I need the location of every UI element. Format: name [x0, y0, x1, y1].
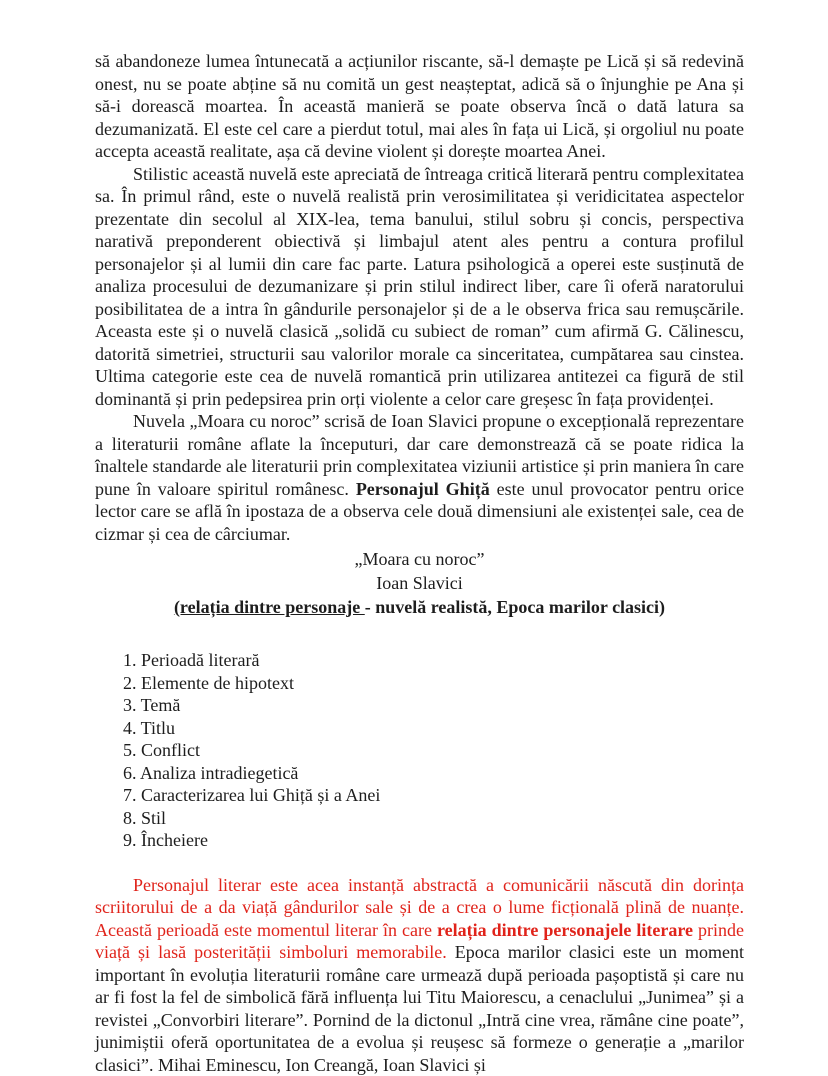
outline-item: 9. Încheiere	[123, 829, 744, 852]
author-name: Ioan Slavici	[95, 571, 744, 595]
outline-item: 5. Conflict	[123, 739, 744, 762]
paragraph-continuation-lica: să abandoneze lumea întunecată a acțiunilor riscante, să-l demaște pe Lică și să redevină onest, nu se poate abține să nu comită un gest neașteptat, adică să o înjunghie pe Ana și să-i dorească moartea. În această manieră se poate observa încă o dată latura sa dezumanizată. El este cel care a pierdut totul, mai ales în fața ui Lică, și orgoliul nu poate accepta această realitate, așa că devine violent și dorește moartea Anei.	[95, 50, 744, 163]
outline-item: 4. Titlu	[123, 717, 744, 740]
work-title: „Moara cu noroc”	[95, 547, 744, 571]
paragraph-nuvela-text-before: Nuvela „Moara cu noroc” scrisă de Ioan Slavici propune o excepțională reprezentare a literaturii române aflate la începuturi, dar care demonstrează că se poate ridica la înaltele standarde ale literaturii prin complexitatea viziunii artistice și prin maniera în care pune în valoare spiritul românesc.	[95, 411, 744, 499]
outline-item: 8. Stil	[123, 807, 744, 830]
outline-item: 7. Caracterizarea lui Ghiță și a Anei	[123, 784, 744, 807]
subject-underlined: (relația dintre personaje	[174, 597, 365, 617]
paragraph-personajul-literar	[95, 874, 744, 1076]
red-text-after: prinde viață și lasă posterității simboluri memorabile.	[95, 920, 744, 963]
paragraph-nuvela-text-after: este unul provocator pentru orice lector care se află în ipostaza de a observa cele două dimensiuni ale existenței sale, cea de cizmar și cea de cârciumar.	[95, 479, 744, 544]
black-text-epoca: Epoca marilor clasici este un moment important în evoluția literaturii române care urmează după perioada pașoptistă și care nu ar fi fost la fel de simbolică fără influența lui Titu Maiorescu, a cenaclului „Junimea” și a revistei „Convorbiri literare”. Pornind de la dictonul „Intră cine vrea, rămâne cine poate”, junimiștii oferă oportunitatea de a evolua și reușesc să formeze o generație a „marilor clasici”. Mihai Eminescu, Ion Creangă, Ioan Slavici și	[95, 942, 744, 1075]
red-text-before: Personajul literar este acea instanță abstractă a comunicării născută din dorința scriitorului de a da viață gândurilor sale și de a crea o lume ficțională plină de nuanțe. Această perioadă este momentul literar în care	[95, 875, 744, 940]
outline-item: 1. Perioadă literară	[123, 649, 744, 672]
outline-item: 6. Analiza intradiegetică	[123, 762, 744, 785]
paragraph-stilistic: Stilistic această nuvelă este apreciată de întreaga critică literară pentru complexitatea sa. În primul rând, este o nuvelă realistă prin verosimilitatea și veridicitatea aspectelor prezentate din secolul al XIX-lea, tema banului, stilul sobru și concis, perspectiva narativă preponderent obiectivă și limbajul atent ales pentru a contura profilul personajelor și al lumii din care fac parte. Latura psihologică a operei este susținută de analiza procesului de dezumanizare și prin stilul indirect liber, care îi oferă naratorului posibilitatea de a intra în gândurile personajelor și de a le observa frica sau remușcările. Aceasta este și o nuvelă clasică „solidă cu subiect de roman” cum afirmă G. Călinescu, datorită simetriei, structurii sau valorilor morale ca sinceritatea, cumpătarea sau cinstea. Ultima categorie este cea de nuvelă romantică prin utilizarea antitezei ca figură de stil dominantă și prin pedepsirea prin orți violente a celor care greșesc în fața providenței.	[95, 163, 744, 411]
paragraph-nuvela-moara	[95, 410, 744, 545]
title-block	[95, 547, 744, 619]
subject-rest: - nuvelă realistă, Epoca marilor clasici)	[365, 597, 665, 617]
subject-line	[95, 595, 744, 619]
bold-personajul-ghita: Personajul Ghiță	[356, 479, 490, 499]
essay-outline-list	[123, 649, 744, 852]
outline-item: 2. Elemente de hipotext	[123, 672, 744, 695]
red-bold-relatia: relația dintre personajele literare	[437, 920, 693, 940]
outline-item: 3. Temă	[123, 694, 744, 717]
